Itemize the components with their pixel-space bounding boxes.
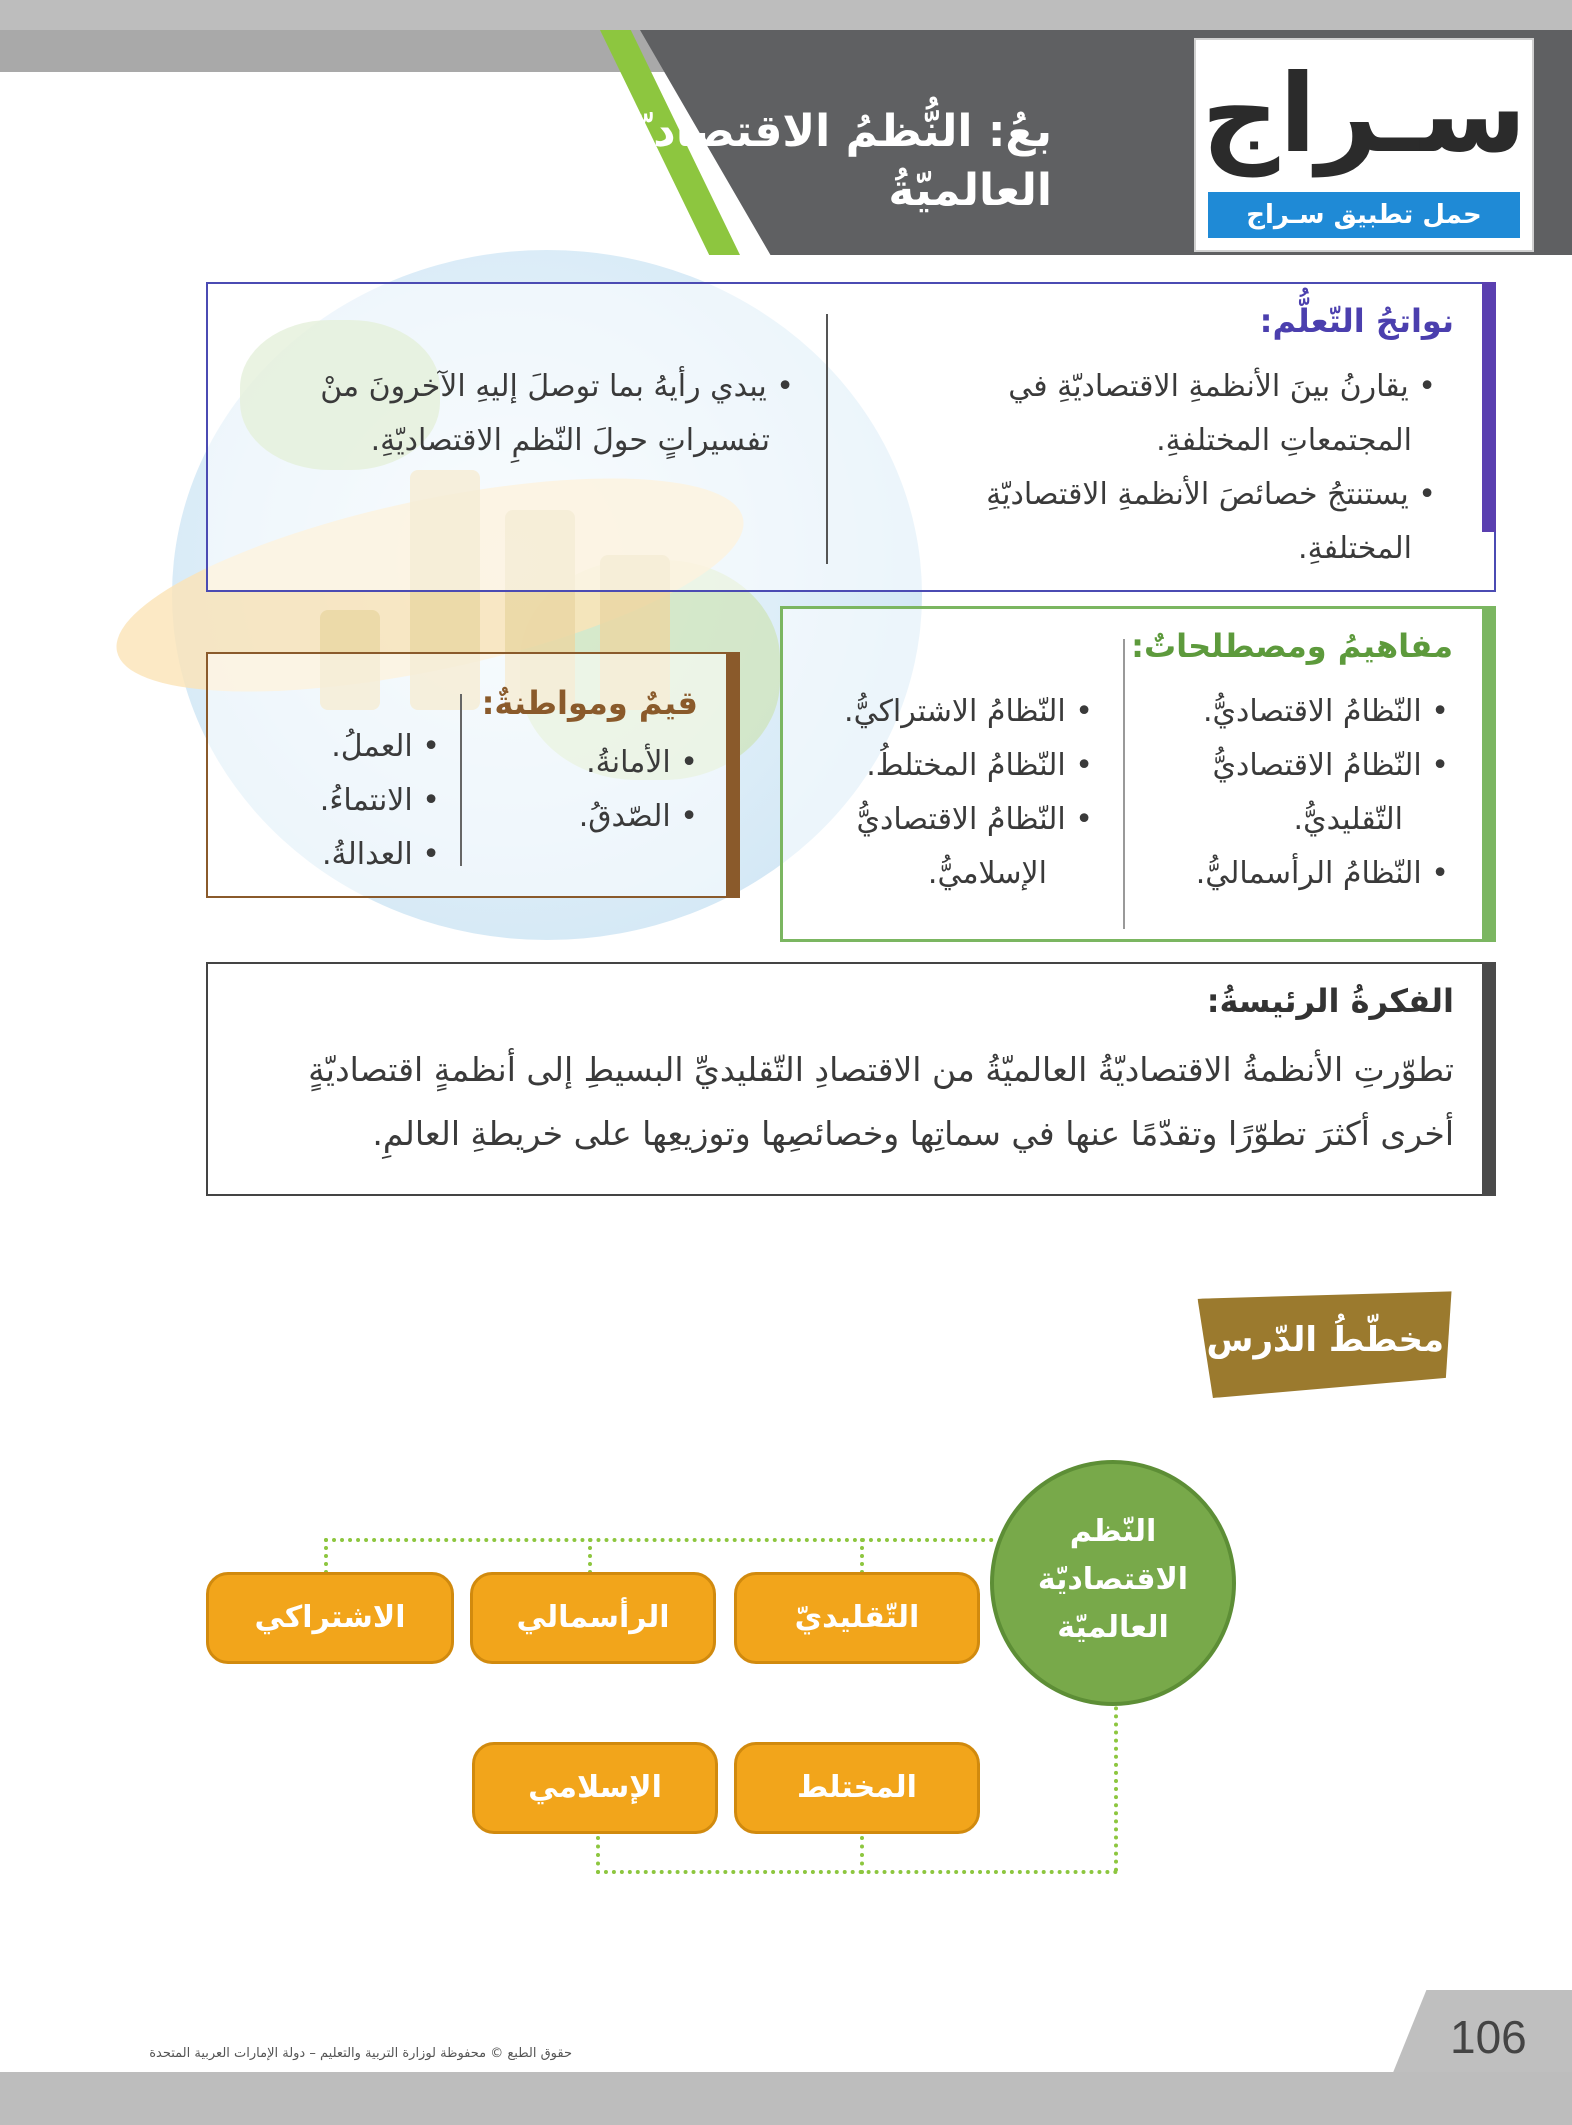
center-line: العالميّة xyxy=(1057,1610,1169,1645)
connector-line xyxy=(588,1538,592,1574)
lesson-title-line1: بعُ: النُّظمُ الاقتصاديّةُ xyxy=(609,106,1052,157)
lesson-title xyxy=(610,102,1052,221)
connector-line xyxy=(324,1538,328,1574)
outcome-item: • يقارنُ بينَ الأنظمةِ الاقتصاديّةِ في xyxy=(1008,369,1436,404)
main-idea-accent-bar xyxy=(1482,962,1496,1196)
value-item: • العدالةُ. xyxy=(321,837,440,872)
main-idea-box xyxy=(206,962,1496,1196)
main-idea-line: تطوّرتِ الأنظمةُ الاقتصاديّةُ العالميّةُ من الاقتصادِ التّقليديِّ البسيطِ إلى أنظمةٍ اقتصاديّةٍ xyxy=(308,1050,1454,1089)
copyright-notice: حقوق الطبع © محفوظة لوزارة التربية والتعليم – دولة الإمارات العربية المتحدة xyxy=(149,2046,572,2061)
value-item: • الصّدقُ. xyxy=(578,799,698,834)
value-item: • الأمانةُ. xyxy=(586,745,698,780)
outcomes-left-list xyxy=(320,360,794,468)
outcome-item: تفسيراتٍ حولَ النّظمِ الاقتصاديّةِ. xyxy=(370,423,770,458)
node-traditional: التّقليديّ xyxy=(734,1572,980,1664)
concept-item: • النّظامُ الاشتراكيُّ. xyxy=(844,694,1093,729)
center-line: الاقتصاديّة xyxy=(1037,1562,1189,1597)
footer-bar xyxy=(0,2072,1572,2125)
values-list-1 xyxy=(579,736,698,844)
values-accent-bar xyxy=(726,652,740,898)
concept-item: الإسلاميُّ. xyxy=(927,856,1047,891)
value-item: • الانتماءُ. xyxy=(319,783,440,818)
value-item: • العملُ. xyxy=(331,729,440,764)
connector-line xyxy=(860,1836,864,1874)
siraj-app-logo[interactable] xyxy=(1196,40,1532,250)
outcome-item: • يستنتجُ خصائصَ الأنظمةِ الاقتصاديّةِ xyxy=(986,477,1436,512)
concepts-divider xyxy=(1123,639,1125,929)
connector-line xyxy=(324,1538,994,1542)
outcome-item: • يبدي رأيهُ بما توصلَ إليهِ الآخرونَ منْ xyxy=(320,369,794,404)
connector-line xyxy=(860,1538,864,1574)
concept-item: • النّظامُ الاقتصاديُّ xyxy=(1212,748,1449,783)
concepts-box xyxy=(780,606,1496,942)
node-mixed: المختلط xyxy=(734,1742,980,1834)
outcome-item: المجتمعاتِ المختلفةِ. xyxy=(1156,423,1412,458)
concept-item: • النّظامُ الاقتصاديُّ. xyxy=(1203,694,1449,729)
concept-item: • النّظامُ الرأسماليُّ. xyxy=(1195,856,1449,891)
lesson-plan-label: مخطّطُ الدّرس xyxy=(1206,1320,1444,1360)
values-heading: قيمٌ ومواطنةٌ: xyxy=(481,684,698,722)
connector-line xyxy=(596,1870,1118,1874)
values-box xyxy=(206,652,740,898)
siraj-tagline: حمل تطبيق سـراج xyxy=(1208,192,1520,238)
concepts-accent-bar xyxy=(1482,606,1496,942)
outcomes-right-list xyxy=(986,360,1436,576)
outcomes-divider xyxy=(826,314,828,564)
concepts-heading: مفاهيمُ ومصطلحاتٌ: xyxy=(1131,627,1453,665)
values-divider xyxy=(460,694,462,866)
outcomes-accent-bar xyxy=(1482,282,1496,532)
siraj-logo-word: سـراج xyxy=(1201,52,1527,177)
concept-item: • النّظامُ المختلطُ. xyxy=(866,748,1093,783)
learning-outcomes-box xyxy=(206,282,1496,592)
node-capitalist: الرأسمالي xyxy=(470,1572,716,1664)
concepts-list-2 xyxy=(844,685,1093,901)
connector-line xyxy=(596,1836,600,1874)
main-idea-line: أخرى أكثرَ تطوّرًا وتقدّمًا عنها في سماتِها وخصائصِها وتوزيعِها على خريطةِ العالمِ. xyxy=(372,1114,1454,1153)
node-socialist: الاشتراكي xyxy=(206,1572,454,1664)
node-islamic: الإسلامي xyxy=(472,1742,718,1834)
center-line: النّظم xyxy=(1069,1514,1157,1549)
header-top-bar xyxy=(0,0,1572,30)
concept-item: • النّظامُ الاقتصاديُّ xyxy=(856,802,1093,837)
concept-item: التّقليديُّ. xyxy=(1293,802,1403,837)
page-number: 106 xyxy=(1450,2011,1527,2063)
diagram-center-circle xyxy=(990,1460,1236,1706)
main-idea-heading: الفكرةُ الرئيسةُ: xyxy=(1206,982,1454,1020)
main-idea-text xyxy=(308,1038,1454,1166)
lesson-title-line2: العالميّةُ xyxy=(888,165,1052,217)
outcome-item: المختلفةِ. xyxy=(1298,531,1412,566)
values-list-2 xyxy=(320,720,440,882)
outcomes-heading: نواتجُ التّعلُّم: xyxy=(1259,302,1454,340)
concepts-list-1 xyxy=(1196,685,1449,901)
